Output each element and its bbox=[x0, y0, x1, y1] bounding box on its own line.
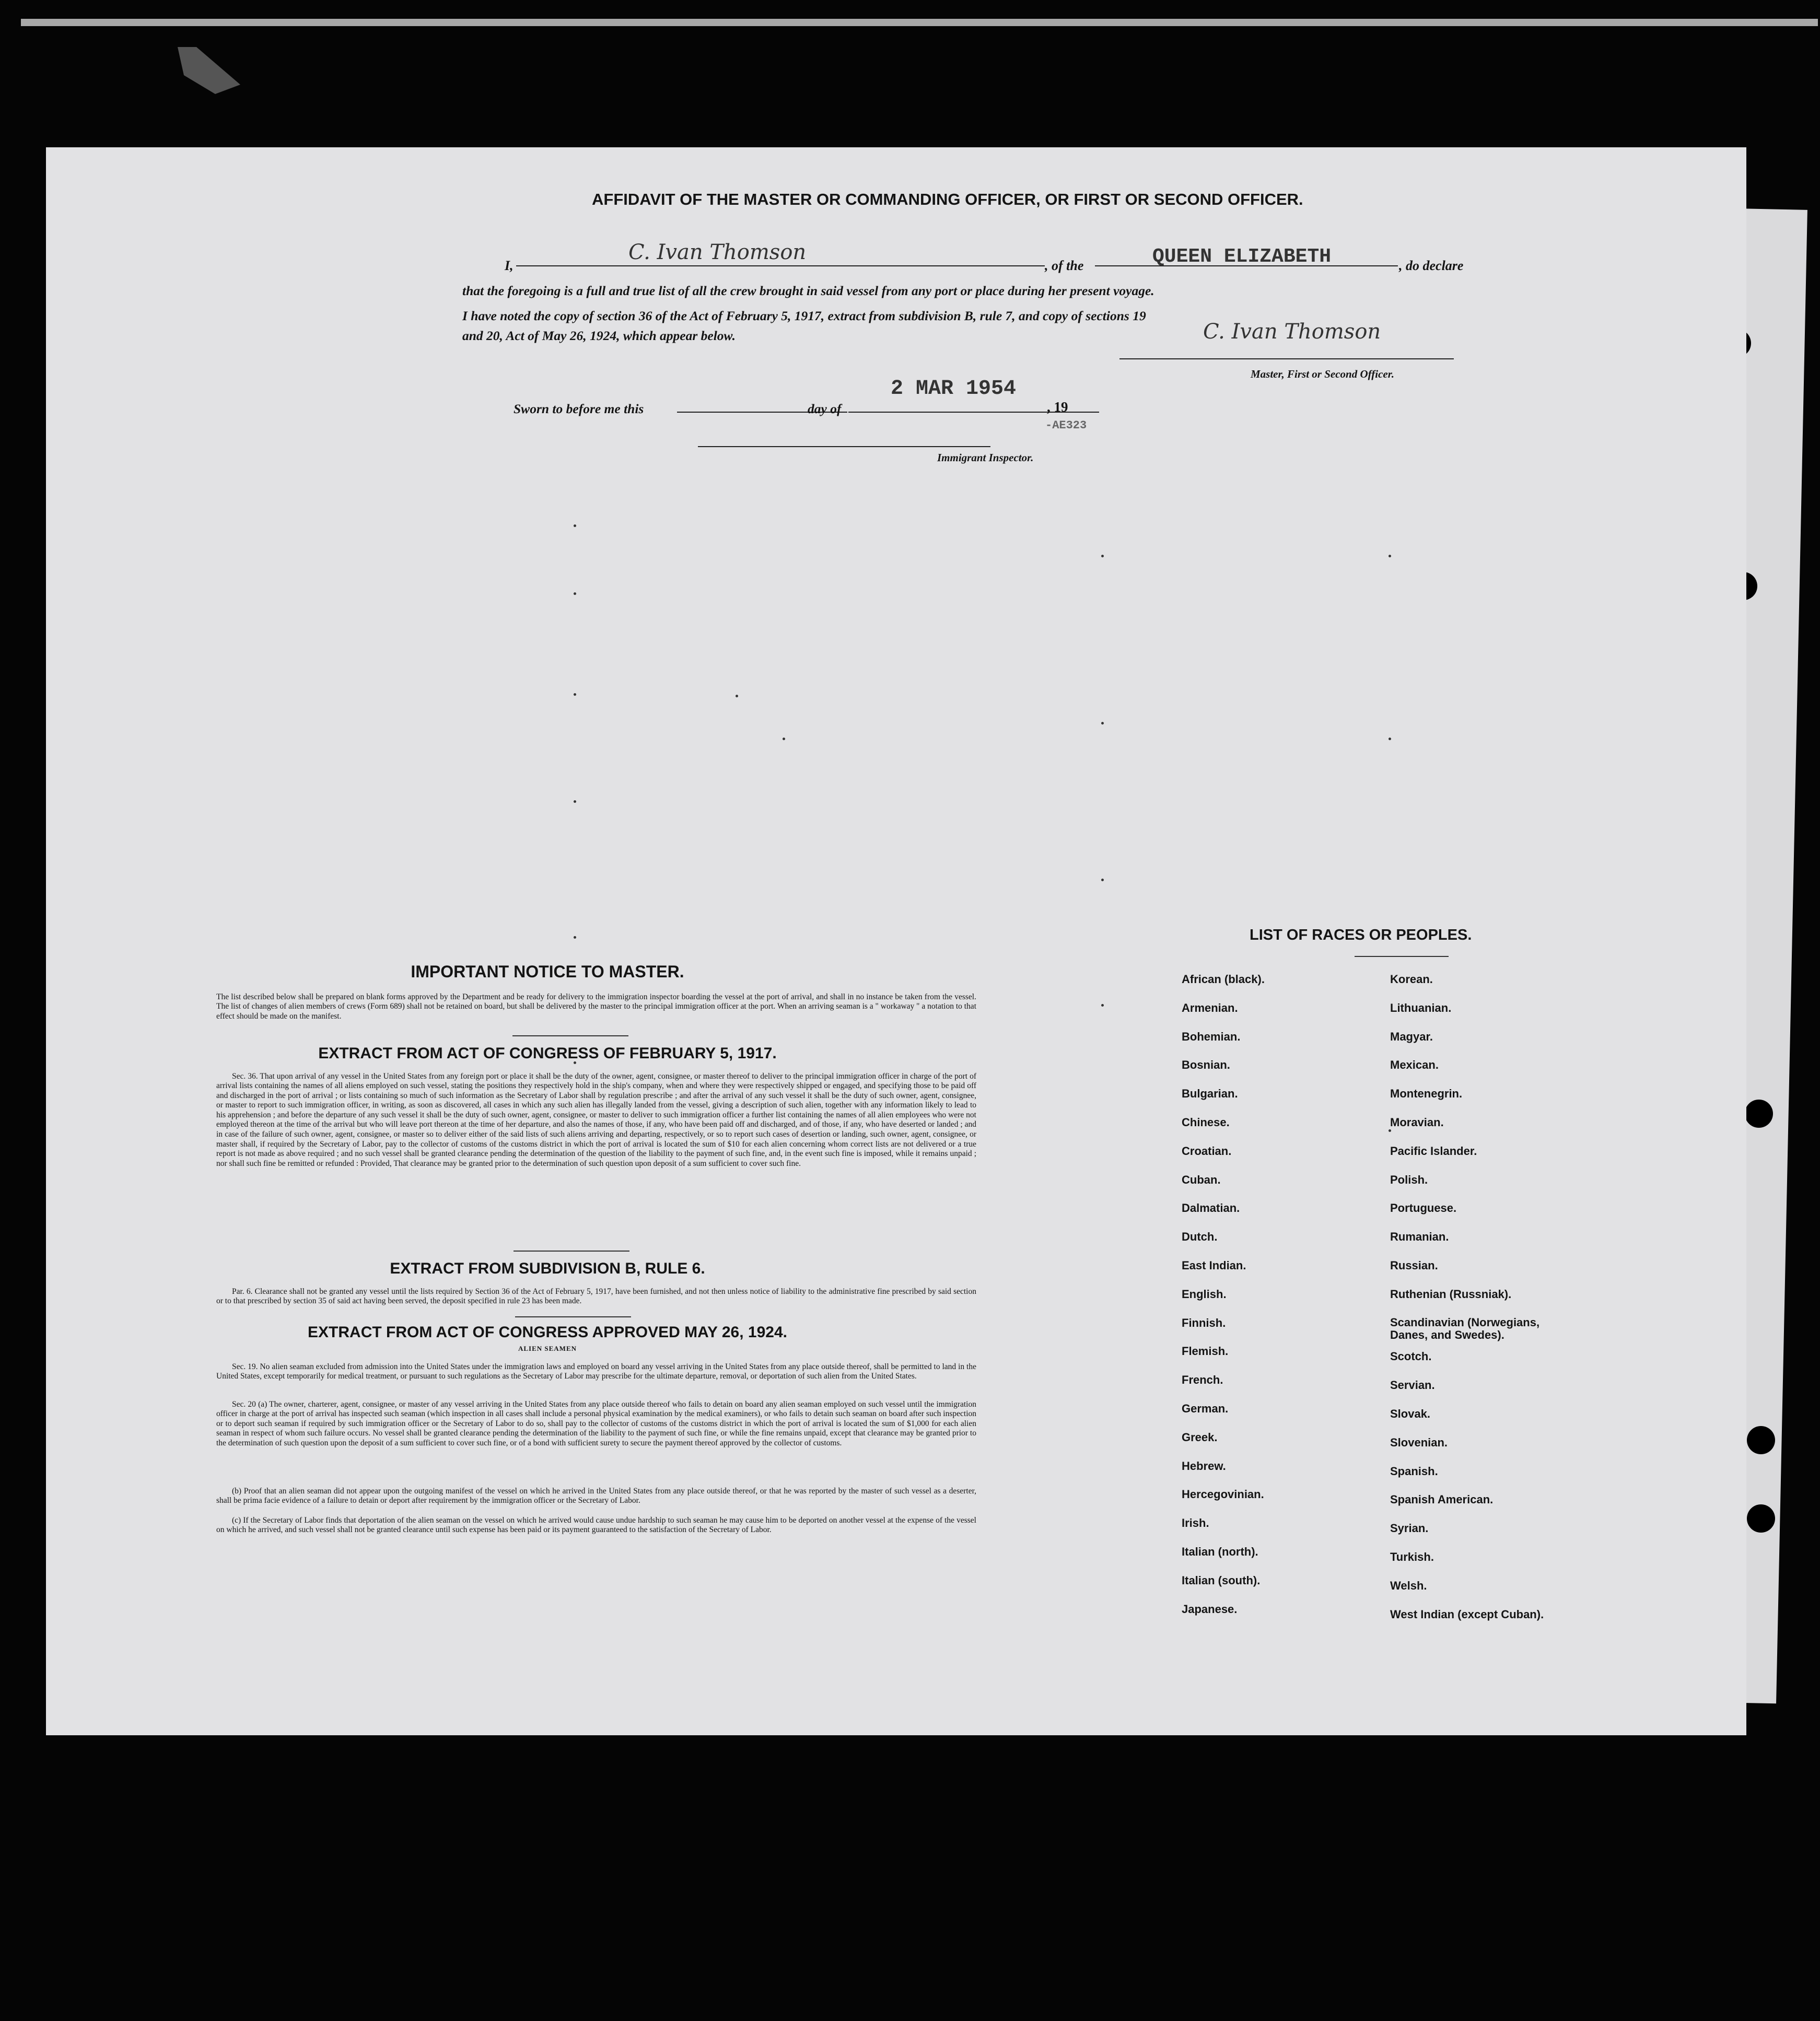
race-item: Rumanian. bbox=[1390, 1230, 1449, 1244]
extract-1924-subtitle: ALIEN SEAMEN bbox=[518, 1345, 577, 1352]
race-item: Croatian. bbox=[1182, 1144, 1232, 1158]
race-item: African (black). bbox=[1182, 973, 1265, 986]
extract-1924-sec20b: (b) Proof that an alien seaman did not appear upon the outgoing manifest of the vessel on which he arrived in the United States from any place outside thereof, or that he was reported by the master of such vessel as a deserter, shall be prima facie evidence of a failure to detain or deport after requirement by the immigration officer or the Secretary of Labor. bbox=[216, 1486, 976, 1505]
race-item: Spanish American. bbox=[1390, 1493, 1494, 1506]
scan-dot bbox=[574, 524, 576, 527]
scan-dot bbox=[574, 936, 576, 939]
race-item: Greek. bbox=[1182, 1430, 1218, 1444]
inspector-caption: Immigrant Inspector. bbox=[937, 451, 1034, 464]
subdivision-b-text: Par. 6. Clearance shall not be granted any vessel until the lists required by Section 36 of the Act of February 5, 1917, have been furnished, and not then unless notice of liability to the administrative fine prescribed by said section or to that prescribed by section 35 of said act having been served, the deposit specified in rule 23 has been made. bbox=[216, 1287, 976, 1306]
affidavit-body-line-3: and 20, Act of May 26, 1924, which appear below. bbox=[462, 328, 736, 343]
race-item: Hebrew. bbox=[1182, 1459, 1226, 1473]
notice-title: IMPORTANT NOTICE TO MASTER. bbox=[411, 962, 684, 981]
race-item: Syrian. bbox=[1390, 1522, 1429, 1535]
races-title: LIST OF RACES OR PEOPLES. bbox=[1250, 927, 1472, 943]
race-item: Servian. bbox=[1390, 1379, 1435, 1392]
race-item: Chinese. bbox=[1182, 1116, 1230, 1129]
scan-dot bbox=[736, 695, 738, 697]
stamp-fragment: -AE323 bbox=[1045, 419, 1087, 432]
affidavit-heading: AFFIDAVIT OF THE MASTER OR COMMANDING OFFICER, OR FIRST OR SECOND OFFICER. bbox=[592, 190, 1303, 208]
race-item: Mexican. bbox=[1390, 1058, 1439, 1072]
scan-dot bbox=[1101, 555, 1104, 557]
race-item: Portuguese. bbox=[1390, 1201, 1457, 1215]
scan-dot bbox=[1389, 738, 1391, 740]
race-item: Flemish. bbox=[1182, 1345, 1229, 1358]
race-item: Irish. bbox=[1182, 1516, 1209, 1530]
year-prefix: , 19 bbox=[1047, 399, 1068, 415]
race-item: East Indian. bbox=[1182, 1259, 1246, 1272]
master-caption: Master, First or Second Officer. bbox=[1251, 368, 1394, 380]
affidavit-body-line-1: that the foregoing is a full and true list of all the crew brought in said vessel from any port or place during her present voyage. bbox=[462, 283, 1154, 298]
race-item: Italian (north). bbox=[1182, 1545, 1258, 1558]
race-item: Welsh. bbox=[1390, 1579, 1427, 1592]
race-item: Moravian. bbox=[1390, 1116, 1444, 1129]
subdivision-b-title: EXTRACT FROM SUBDIVISION B, RULE 6. bbox=[390, 1260, 705, 1277]
do-declare-label: , do declare bbox=[1399, 258, 1464, 273]
race-item: Dutch. bbox=[1182, 1230, 1218, 1244]
document-page bbox=[46, 147, 1746, 1735]
extract-1924-sec20a: Sec. 20 (a) The owner, charterer, agent, consignee, or master of any vessel arriving in the United States from any place outside thereof who fails to detain on board any alien seaman employed on such vessel until the immigration officer in charge at the port of arrival has inspected such seaman (which inspection in all cases shall include a personal physical examination by the medical examiners), or who fails to detain such seaman on board after such inspection or to deport such seaman if required by such immigration officer or the Secretary of Labor to do so, shall pay to the collector of customs of the customs district in which the port of arrival is located the sum of $1,000 for each alien seaman in respect of whom such failure occurs. No vessel shall be granted clearance pending the determination of the liability to the payment of such fine, or while the fine remains unpaid, except that clearance may be granted prior to the determination of such question upon the deposit of a sum sufficient to cover such fine, or of a bond with sufficient surety to secure the payment thereof approved by the collector of customs. bbox=[216, 1399, 976, 1447]
divider bbox=[512, 1035, 628, 1036]
scan-corner-mark bbox=[178, 47, 240, 94]
punch-hole bbox=[1745, 1100, 1773, 1128]
scan-dot bbox=[1389, 555, 1391, 557]
race-item: English. bbox=[1182, 1287, 1227, 1301]
divider bbox=[1355, 956, 1449, 957]
divider bbox=[514, 1251, 629, 1252]
race-item: Spanish. bbox=[1390, 1464, 1438, 1478]
of-the-label: , of the bbox=[1045, 258, 1084, 273]
race-item: French. bbox=[1182, 1373, 1223, 1387]
extract-1924-title: EXTRACT FROM ACT OF CONGRESS APPROVED MAY 26, 1924. bbox=[308, 1324, 787, 1341]
race-item: Turkish. bbox=[1390, 1550, 1434, 1563]
scan-dot bbox=[783, 738, 785, 740]
race-item: Japanese. bbox=[1182, 1602, 1238, 1616]
notice-text: The list described below shall be prepared on blank forms approved by the Department and be ready for delivery to the immigration inspector boarding the vessel at the port of arrival, and shall in no instance be taken from the vessel. The list of changes of alien members of crews (Form 689) shall not be retained on board, but shall be delivered by the master to the principal immigration officer at the port. When an arriving seaman is a " workaway " a notation to that effect should be made on the manifest. bbox=[216, 992, 976, 1021]
race-item: West Indian (except Cuban). bbox=[1390, 1607, 1544, 1621]
scan-dot bbox=[1101, 722, 1104, 725]
punch-hole bbox=[1747, 1504, 1775, 1533]
scan-dot bbox=[1101, 879, 1104, 881]
race-item: Montenegrin. bbox=[1390, 1087, 1463, 1101]
race-item: Lithuanian. bbox=[1390, 1001, 1452, 1014]
scan-dot bbox=[1389, 1129, 1391, 1132]
date-stamp: 2 MAR 1954 bbox=[891, 377, 1017, 401]
master-signature: C. Ivan Thomson bbox=[1203, 320, 1381, 344]
scan-dot bbox=[574, 693, 576, 696]
race-item: Polish. bbox=[1390, 1173, 1428, 1186]
scan-dot bbox=[574, 592, 576, 595]
master-signature-line bbox=[1119, 358, 1454, 359]
scan-dot bbox=[1101, 1004, 1104, 1007]
punch-hole bbox=[1747, 1426, 1775, 1454]
race-item: Pacific Islander. bbox=[1390, 1144, 1477, 1158]
race-item: Slovenian. bbox=[1390, 1435, 1448, 1449]
race-item: Scandinavian (Norwegians, Danes, and Swedes). bbox=[1390, 1315, 1540, 1341]
vessel-name: QUEEN ELIZABETH bbox=[1152, 246, 1332, 268]
extract-1924-sec19: Sec. 19. No alien seaman excluded from admission into the United States under the immigration laws and employed on board any vessel arriving in the United States from any place outside thereof, shall be permitted to land in the United States, except temporarily for medical treatment, or pursuant to such regulations as the Secretary of Labor may prescribe for the ultimate departure, removal, or deportation of such alien from the United States. bbox=[216, 1362, 976, 1381]
race-item: Bohemian. bbox=[1182, 1030, 1241, 1043]
signature-line bbox=[516, 265, 1045, 266]
day-of-label: day of bbox=[808, 401, 842, 416]
divider bbox=[515, 1316, 631, 1317]
scan-dot bbox=[574, 800, 576, 803]
race-item: Bulgarian. bbox=[1182, 1087, 1238, 1101]
sworn-label: Sworn to before me this bbox=[514, 401, 644, 416]
race-item: Scotch. bbox=[1390, 1350, 1432, 1363]
race-item: Cuban. bbox=[1182, 1173, 1221, 1186]
i-label: I, bbox=[505, 258, 514, 273]
affidavit-body-line-2: I have noted the copy of section 36 of the Act of February 5, 1917, extract from subdivision B, rule 7, and copy of sections 19 bbox=[462, 308, 1146, 323]
race-item: Ruthenian (Russniak). bbox=[1390, 1287, 1512, 1301]
extract-1924-sec20c: (c) If the Secretary of Labor finds that deportation of the alien seaman on the vessel on which he arrived would cause undue hardship to such seaman he may cause him to be deported on another vessel at the expense of the vessel on which he arrived, and such vessel shall not be granted clearance until such expense has been paid or its payment guaranteed to the satisfaction of the Secretary of Labor. bbox=[216, 1515, 976, 1535]
race-item: Magyar. bbox=[1390, 1030, 1433, 1043]
race-item: Bosnian. bbox=[1182, 1058, 1230, 1072]
race-item: Armenian. bbox=[1182, 1001, 1238, 1014]
race-item: Slovak. bbox=[1390, 1407, 1431, 1420]
extract-1917-text: Sec. 36. That upon arrival of any vessel in the United States from any foreign port or place it shall be the duty of the owner, agent, consignee, or master thereof to deliver to the principal immigration officer in charge of the port of arrival lists containing the names of all aliens employed on such vessel, stating the positions they respectively hold in the ship's company, when and where they were respectively shipped or engaged, and specifying those to be paid off and discharged in the port of arrival ; or lists containing so much of such information as the Secretary of Labor shall by regulation prescribe ; and after the arrival of any such vessel it shall be the duty of such owner, agent, consignee, or master to report to such immigration officer, in writing, as soon as discovered, all cases in which any such alien has illegally landed from the vessel, giving a description of such alien, together with any information likely to lead to his apprehension ; and before the departure of any such vessel it shall be the duty of such owner, agent, consignee, or master to deliver to such immigration officer a further list containing the names of all alien employees who were not employed thereon at the time of the arrival but who will leave port thereon at the time of her departure, and also the names of those, if any, who have been paid off and discharged, and of those, if any, who have deserted or landed ; and in case of the failure of such owner, agent, consignee, or master so to deliver either of the said lists of such aliens arriving and departing, respectively, or so to report such cases of desertion or landing, such owner, agent, consignee, or master shall, if required by the Secretary of Labor, pay to the collector of customs of the customs district in which the port of arrival is located the sum of $10 for each alien concerning whom correct lists are not delivered or a true report is not made as above required ; and no such vessel shall be granted clearance pending the determination of the question of the liability to the payment of such fine, and, in the event such fine is imposed, while it remains unpaid ; nor shall such fine be remitted or refunded : Provided, That clearance may be granted prior to the determination of such question upon deposit of a sum sufficient to cover such fine. bbox=[216, 1071, 976, 1168]
officer-signature: C. Ivan Thomson bbox=[628, 240, 807, 264]
race-item: Russian. bbox=[1390, 1259, 1438, 1272]
scan-edge bbox=[21, 19, 1818, 26]
race-item: German. bbox=[1182, 1402, 1229, 1415]
race-item: Italian (south). bbox=[1182, 1573, 1261, 1587]
race-item: Dalmatian. bbox=[1182, 1201, 1240, 1215]
extract-1917-title: EXTRACT FROM ACT OF CONGRESS OF FEBRUARY 5, 1917. bbox=[318, 1045, 777, 1062]
inspector-signature-line bbox=[698, 446, 990, 447]
race-item: Finnish. bbox=[1182, 1316, 1226, 1329]
race-item: Hercegovinian. bbox=[1182, 1488, 1264, 1501]
race-item: Korean. bbox=[1390, 973, 1433, 986]
